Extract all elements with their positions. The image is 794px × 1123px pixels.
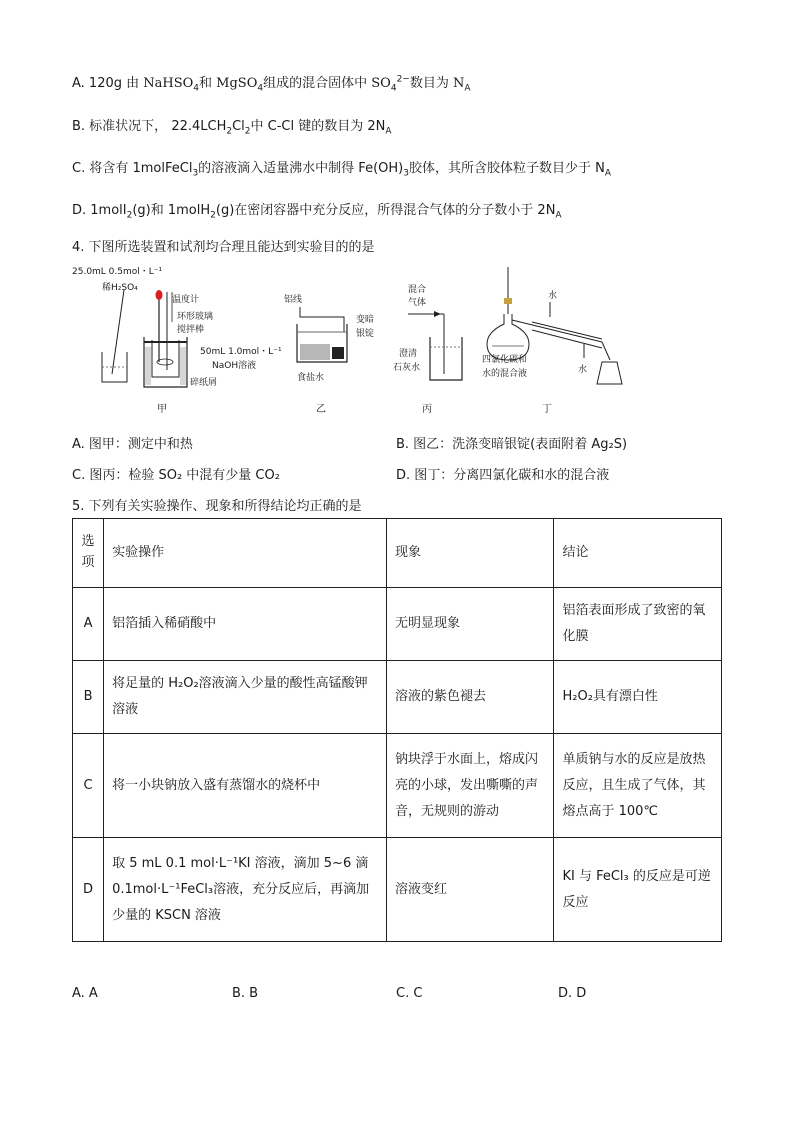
- label-naoh: NaOH溶液: [212, 361, 257, 371]
- label-naoh-volume: 50mL 1.0mol・L⁻¹: [200, 347, 282, 357]
- q4-figure: [72, 262, 722, 422]
- label-bing: 丙: [422, 404, 432, 415]
- label-salt-water: 食盐水: [297, 373, 325, 383]
- table-row: [73, 734, 722, 838]
- label-gas-2: 气体: [408, 298, 427, 308]
- header-operation: 实验操作: [104, 519, 387, 588]
- beaker-bing: [430, 337, 462, 380]
- q4-option-d: D. 图丁：分离四氯化碳和水的混合液: [396, 468, 610, 483]
- q4-stem: 4. 下图所选装置和试剂均合理且能达到实验目的的是: [72, 240, 375, 255]
- label-ag-1: 变暗: [356, 315, 375, 325]
- q3-option-b: B. 标准状况下， $22.4LCH_2Cl_2$中 C-Cl 键的数目为 $2N_A$: [72, 119, 392, 137]
- row-conclusion: 铝箔表面形成了致密的氧化膜: [554, 588, 722, 661]
- pipette: [112, 290, 124, 374]
- table-row: [73, 588, 722, 661]
- row-phenomenon: 溶液变红: [386, 838, 554, 942]
- q4-option-b: B. 图乙：洗涤变暗银锭(表面附着 Ag₂S): [396, 437, 628, 452]
- q5-answer-c: C. C: [396, 986, 423, 1001]
- header-option: 选项: [73, 519, 104, 588]
- label-stirrer-2: 搅拌棒: [177, 325, 205, 335]
- table-header-row: [73, 519, 722, 588]
- q4-option-a: A. 图甲：测定中和热: [72, 437, 193, 452]
- distillation-flask: [487, 314, 529, 360]
- table-row: [73, 661, 722, 734]
- label-ding: 丁: [542, 404, 552, 415]
- label-water-in: 水: [578, 365, 588, 375]
- salt-water: [300, 344, 330, 360]
- row-phenomenon: 溶液的紫色褪去: [386, 661, 554, 734]
- dropper-bulb: [156, 290, 163, 300]
- q3-option-d: D. 1molI$_2$(g)和 1molH$_2$(g)在密闭容器中充分反应，所得混合气体的分子数小于 $2N_A$: [72, 203, 562, 221]
- apparatus-diagram: [72, 262, 722, 422]
- q4-option-c: C. 图丙：检验 SO₂ 中混有少量 CO₂: [72, 468, 280, 483]
- label-al-wire: 铝线: [284, 295, 303, 305]
- row-option: D: [73, 838, 104, 942]
- row-option: A: [73, 588, 104, 661]
- q5-answer-b: B. B: [232, 986, 259, 1001]
- q5-answer-d: D. D: [558, 986, 587, 1001]
- silver-ingot: [332, 347, 344, 359]
- label-acid: 稀H₂SO₄: [102, 283, 138, 293]
- label-stirrer-1: 环形玻璃: [177, 312, 214, 322]
- condenser: [532, 322, 602, 339]
- q5-stem: 5. 下列有关实验操作、现象和所得结论均正确的是: [72, 499, 362, 514]
- row-conclusion: 单质钠与水的反应是放热反应，且生成了气体，其熔点高于 100℃: [554, 734, 722, 838]
- label-ag-2: 银锭: [356, 329, 375, 339]
- row-phenomenon: 无明显现象: [386, 588, 554, 661]
- row-operation: 取 5 mL 0.1 mol·L⁻¹KI 溶液，滴加 5~6 滴 0.1mol·L⁻¹FeCl₃溶液，充分反应后，再滴加少量的 KSCN 溶液: [104, 838, 387, 942]
- label-mix-1: 四氯化碳和: [482, 355, 528, 365]
- header-conclusion: 结论: [554, 519, 722, 588]
- label-gas-1: 混合: [408, 285, 427, 295]
- header-phenomenon: 现象: [386, 519, 554, 588]
- receiving-flask: [597, 362, 622, 384]
- row-phenomenon: 钠块浮于水面上，熔成闪亮的小球，发出嘶嘶的声音，无规则的游动: [386, 734, 554, 838]
- row-option: C: [73, 734, 104, 838]
- label-yi: 乙: [316, 404, 326, 415]
- label-acid-volume: 25.0mL 0.5mol・L⁻¹: [72, 267, 163, 277]
- label-jia: 甲: [157, 404, 167, 415]
- label-lime-2: 石灰水: [393, 363, 421, 373]
- row-operation: 将足量的 H₂O₂溶液滴入少量的酸性高锰酸钾溶液: [104, 661, 387, 734]
- label-water-out: 水: [548, 291, 558, 301]
- inner-beaker: [152, 340, 179, 377]
- label-lime-1: 澄清: [399, 349, 418, 359]
- q3-option-a: A. 120g 由 NaHSO$_4$和 MgSO$_4$组成的混合固体中 $SO_4^{2-}$数目为 $N_A$: [72, 74, 471, 94]
- row-option: B: [73, 661, 104, 734]
- table-row: [73, 838, 722, 942]
- label-thermometer: 温度计: [172, 295, 200, 305]
- q5-answer-a: A. A: [72, 986, 98, 1001]
- row-operation: 铝箔插入稀硝酸中: [104, 588, 387, 661]
- row-conclusion: H₂O₂具有漂白性: [554, 661, 722, 734]
- row-conclusion: KI 与 FeCl₃ 的反应是可逆反应: [554, 838, 722, 942]
- label-paper: 碎纸屑: [190, 378, 218, 388]
- label-mix-2: 水的混合液: [482, 369, 528, 379]
- q5-table: [72, 518, 722, 942]
- row-operation: 将一小块钠放入盛有蒸馏水的烧杯中: [104, 734, 387, 838]
- q3-option-c: C. 将含有 1molFeCl$_3$的溶液滴入适量沸水中制得 $Fe(OH)_3$胶体，其所含胶体粒子数目少于 $N_A$: [72, 161, 611, 179]
